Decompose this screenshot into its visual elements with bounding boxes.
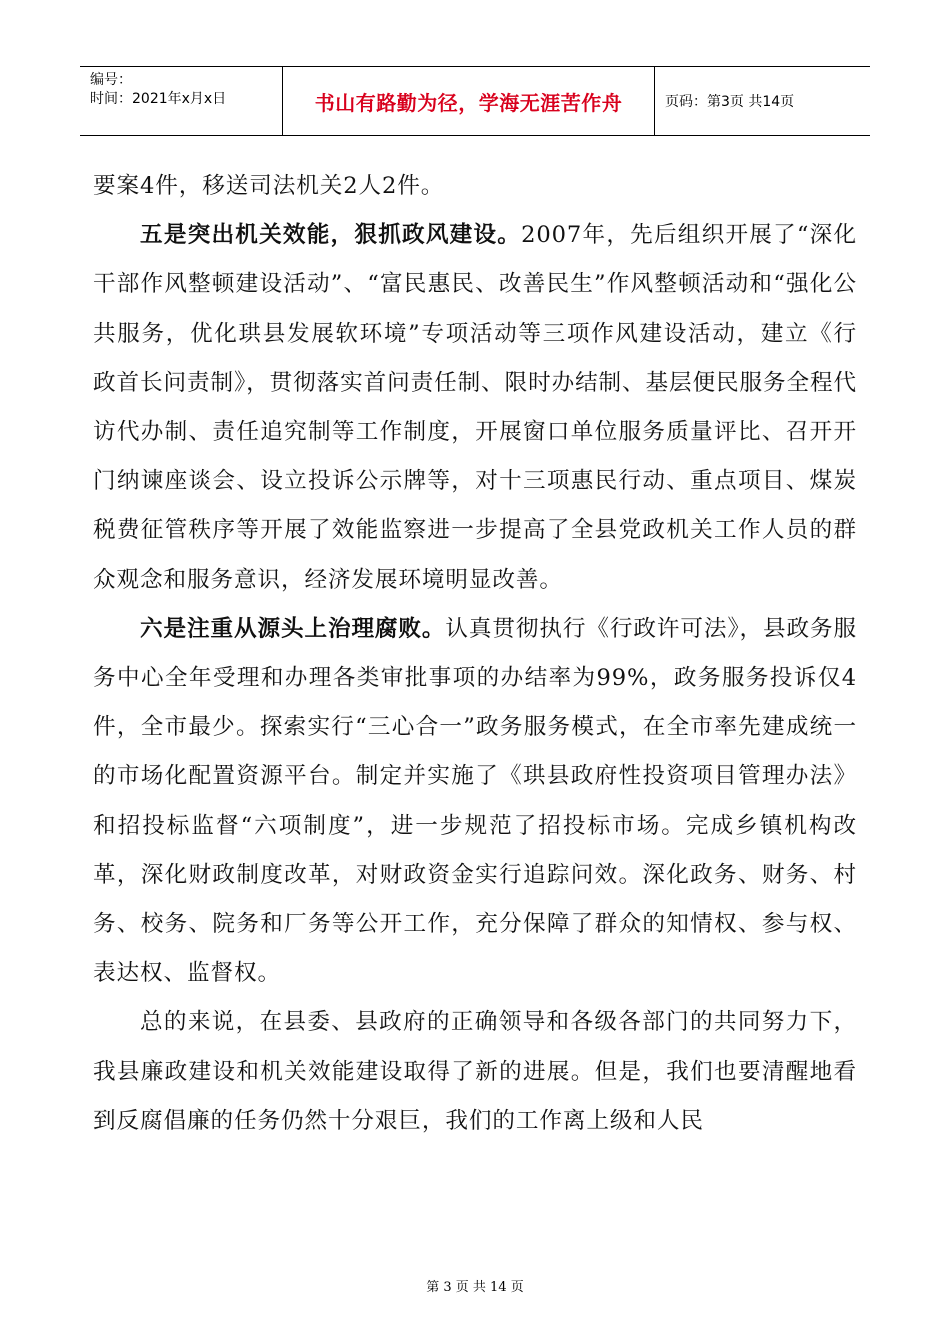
paragraph-3-text: 认真贯彻执行《行政许可法》，县政务服务中心全年受理和办理各类审批事项的办结率为99%，政务服务投诉仅4件，全市最少。探索实行“三心合一”政务服务模式，在全市率先建成统一的市场化配置资源平台。制定并实施了《珙县政府性投资项目管理办法》和招投标监督“六项制度”，进一步规范了招投标市场。完成乡镇机构改革，深化财政制度改革，对财政资金实行追踪问效。深化政务、财务、村务、校务、院务和厂务等公开工作，充分保障了群众的知情权、参与权、表达权、监督权。 [93, 615, 858, 987]
paragraph-2 [93, 211, 857, 605]
header-page-info: 页码：第3页 共14页 [665, 94, 795, 110]
document-number-label: 编号： [90, 72, 132, 88]
page-header [80, 66, 870, 136]
document-body [93, 162, 857, 1146]
paragraph-2-lead: 五是突出机关效能，狠抓政风建设。 [140, 222, 522, 249]
document-time-label: 时间：2021年x月x日 [90, 91, 227, 107]
header-meta [80, 67, 282, 135]
paragraph-3-lead: 六是注重从源头上治理腐败。 [140, 615, 446, 642]
page-footer: 第 3 页 共 14 页 [426, 1280, 524, 1295]
paragraph-3 [93, 605, 857, 999]
paragraph-2-text: 2007年，先后组织开展了“深化干部作风整顿建设活动”、“富民惠民、改善民生”作风整顿活动和“强化公共服务，优化珙县发展软环境”专项活动等三项作风建设活动，建立《行政首长问责制》，贯彻落实首问责任制、限时办结制、基层便民服务全程代访代办制、责任追究制等工作制度，开展窗口单位服务质量评比、召开开门纳谏座谈会、设立投诉公示牌等，对十三项惠民行动、重点项目、煤炭税费征管秩序等开展了效能监察进一步提高了全县党政机关工作人员的群众观念和服务意识，经济发展环境明显改善。 [93, 222, 857, 593]
paragraph-4: 总的来说，在县委、县政府的正确领导和各级各部门的共同努力下，我县廉政建设和机关效能建设取得了新的进展。但是，我们也要清醒地看到反腐倡廉的任务仍然十分艰巨，我们的工作离上级和人民 [93, 1009, 857, 1134]
header-motto: 书山有路勤为径，学海无涯苦作舟 [282, 67, 655, 135]
paragraph-1: 要案4件，移送司法机关2人2件。 [93, 173, 445, 199]
